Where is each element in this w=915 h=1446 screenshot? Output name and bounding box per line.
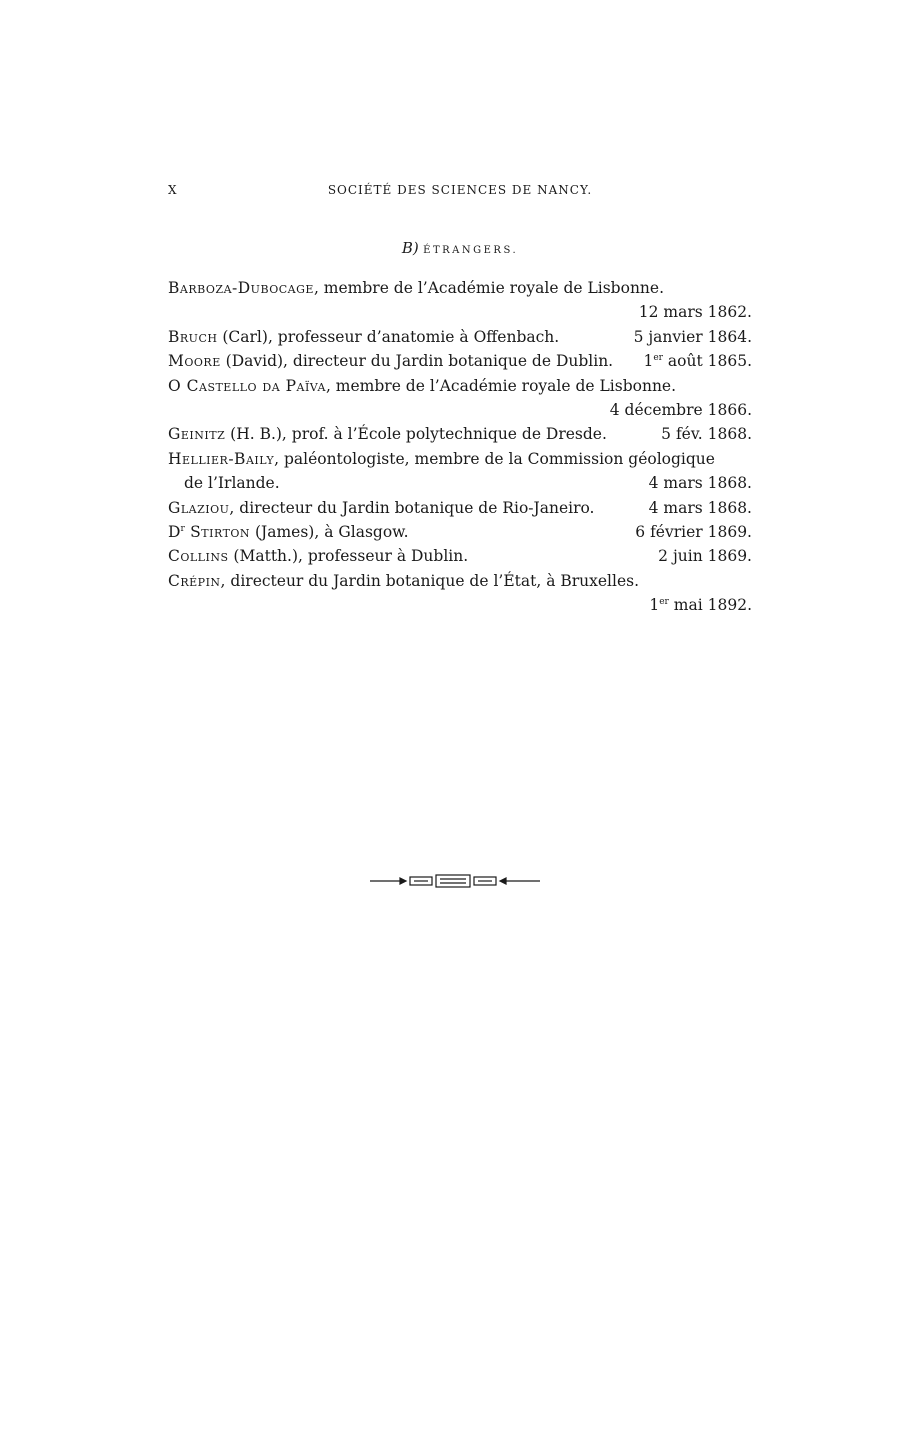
admission-date: 4 mars 1868. xyxy=(648,498,752,517)
member-name: Barboza-Dubocage xyxy=(168,279,314,297)
running-title: SOCIÉTÉ DES SCIENCES DE NANCY. xyxy=(327,183,593,197)
admission-date: 4 mars 1868. xyxy=(648,474,752,493)
list-item xyxy=(168,325,752,349)
member-name: Moore xyxy=(168,352,221,371)
member-description: (H. B.), prof. à l’École polytechnique de Dresde. xyxy=(225,425,607,444)
member-list xyxy=(168,276,752,617)
member-name: Crépin xyxy=(168,571,221,590)
member-description: , paléontologiste, membre de la Commission géologique xyxy=(274,449,715,468)
list-item xyxy=(168,349,752,373)
list-item xyxy=(168,569,752,593)
member-description: , directeur du Jardin botanique de Rio-Janeiro. xyxy=(229,498,595,517)
admission-date: 6 février 1869. xyxy=(635,522,752,541)
list-item xyxy=(168,496,752,520)
admission-date: 5 fév. 1868. xyxy=(661,425,752,444)
member-name: Glaziou xyxy=(168,498,230,517)
section-heading xyxy=(168,239,752,257)
admission-date: 2 juin 1869. xyxy=(658,547,752,566)
member-description: (Carl), professeur d’anatomie à Offenbach. xyxy=(217,327,560,346)
member-description: , membre de l’Académie royale de Lisbonne. xyxy=(325,376,677,395)
member-title: $D^r$ xyxy=(168,522,185,541)
admission-date: 1er mai 1892. xyxy=(649,596,752,615)
list-item xyxy=(168,544,752,568)
end-ornament xyxy=(370,872,540,890)
member-description: , membre de l’Académie royale de Lisbonne. xyxy=(313,279,665,297)
list-item xyxy=(168,422,752,446)
section-letter: B) xyxy=(401,239,419,257)
list-item xyxy=(168,398,752,422)
member-name: Stirton xyxy=(184,522,251,541)
list-item xyxy=(168,593,752,617)
section-label: ÉTRANGERS. xyxy=(423,245,519,256)
member-name: Collins xyxy=(168,547,229,566)
admission-date: 1er août 1865. xyxy=(643,352,752,371)
member-name: Hellier-Baily xyxy=(168,449,275,468)
list-item xyxy=(168,447,752,471)
member-name: Geinitz xyxy=(168,425,226,444)
member-description: (Matth.), professeur à Dublin. xyxy=(228,547,469,566)
page-number: X xyxy=(168,183,178,197)
admission-date: 12 mars 1862. xyxy=(638,303,752,322)
admission-date: 4 décembre 1866. xyxy=(609,400,752,419)
member-name: O Castello da Païva xyxy=(168,376,326,395)
member-description: (David), directeur du Jardin botanique de Dublin. xyxy=(220,352,614,371)
member-description: de l’Irlande. xyxy=(184,474,280,493)
page-header xyxy=(168,183,752,203)
list-item xyxy=(168,471,752,495)
admission-date: 5 janvier 1864. xyxy=(633,327,752,346)
member-name: Bruch xyxy=(168,327,218,346)
member-description: (James), à Glasgow. xyxy=(250,522,409,541)
list-item xyxy=(168,520,752,544)
list-item xyxy=(168,374,752,398)
member-description: , directeur du Jardin botanique de l’État, à Bruxelles. xyxy=(220,571,640,590)
list-item xyxy=(168,300,752,324)
list-item xyxy=(168,276,752,300)
